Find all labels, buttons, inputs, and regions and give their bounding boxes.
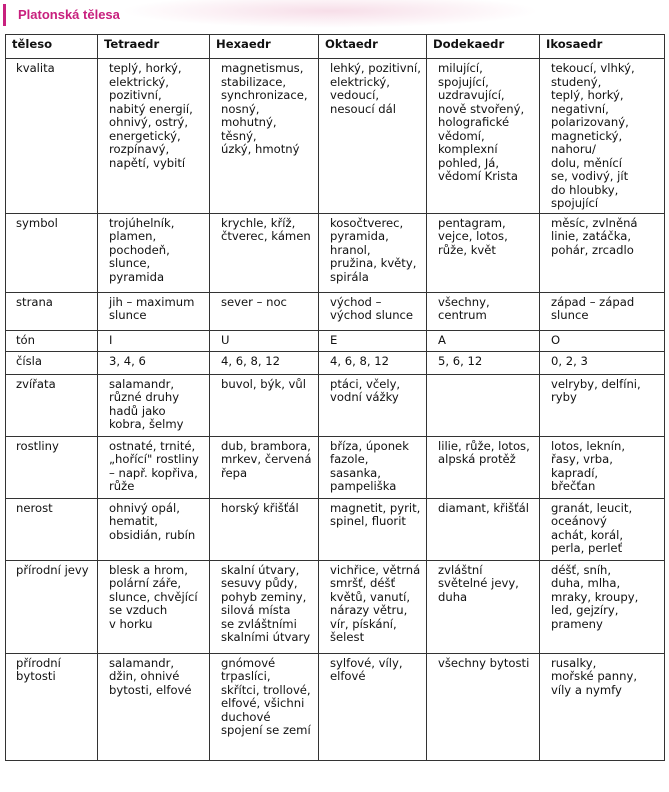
table-cell: ohnivý opál, hematit, obsidián, rubín (98, 498, 210, 560)
table-cell: 0, 2, 3 (540, 351, 665, 374)
row-label: zvířata (6, 374, 98, 436)
row-label: čísla (6, 351, 98, 374)
table-cell: západ – západ slunce (540, 292, 665, 330)
table-cell: všechny bytosti (427, 653, 540, 760)
table-cell: blesk a hrom, polární záře, slunce, chvějící se vzduch v horku (98, 560, 210, 653)
row-label: kvalita (6, 59, 98, 214)
table-cell: zvláštní světelné jevy, duha (427, 560, 540, 653)
table-cell: U (210, 330, 319, 351)
table-row (6, 330, 665, 351)
table-cell: teplý, horký, elektrický, pozitivní, nabitý energií, ohnivý, ostrý, energetický, rozpínavý, napětí, vybití (98, 59, 210, 214)
column-header: Dodekaedr (427, 35, 540, 59)
table-cell: skalní útvary, sesuvy půdy, pohyb zeminy, silová místa se zvláštními skalními útvary (210, 560, 319, 653)
table-cell: salamandr, různé druhy hadů jako kobra, šelmy (98, 374, 210, 436)
table-row (6, 292, 665, 330)
table-row (6, 436, 665, 498)
table-cell: vichřice, větrná smršť, déšť květů, vanutí, nárazy větru, vír, pískání, šelest (319, 560, 427, 653)
table-cell: lotos, leknín, řasy, vrba, kapradí, břečťan (540, 436, 665, 498)
row-label: nerost (6, 498, 98, 560)
table-cell: A (427, 330, 540, 351)
page-title: Platonská tělesa (3, 4, 665, 26)
table-row (6, 653, 665, 760)
table-cell: 3, 4, 6 (98, 351, 210, 374)
column-header: Hexaedr (210, 35, 319, 59)
table-cell: E (319, 330, 427, 351)
table-cell: pentagram, vejce, lotos, růže, květ (427, 213, 540, 292)
table-row (6, 213, 665, 292)
table-cell: magnetismus, stabilizace, synchronizace, nosný, mohutný, těsný, úzký, hmotný (210, 59, 319, 214)
table-cell: magnetit, pyrit, spinel, fluorit (319, 498, 427, 560)
table-cell: jih – maximum slunce (98, 292, 210, 330)
row-label: přírodní jevy (6, 560, 98, 653)
table-cell: tekoucí, vlhký, studený, teplý, horký, negativní, polarizovaný, magnetický, nahoru/ dolu, měnící se, vodivý, jít do hloubky, spojující (540, 59, 665, 214)
table-cell: O (540, 330, 665, 351)
table-cell: déšť, sníh, duha, mlha, mraky, kroupy, led, gejzíry, prameny (540, 560, 665, 653)
table-cell: salamandr, džin, ohnivé bytosti, elfové (98, 653, 210, 760)
table-cell: kosočtverec, pyramida, hranol, pružina, květy, spirála (319, 213, 427, 292)
table-cell: I (98, 330, 210, 351)
table-cell: sylfové, víly, elfové (319, 653, 427, 760)
table-row (6, 374, 665, 436)
table-cell: lilie, růže, lotos, alpská protěž (427, 436, 540, 498)
row-label: přírodní bytosti (6, 653, 98, 760)
table-cell: trojúhelník, plamen, pochodeň, slunce, pyramida (98, 213, 210, 292)
table-cell: sever – noc (210, 292, 319, 330)
table-row (6, 560, 665, 653)
table-cell (427, 374, 540, 436)
table-cell: rusalky, mořské panny, víly a nymfy (540, 653, 665, 760)
row-label: strana (6, 292, 98, 330)
column-header: těleso (6, 35, 98, 59)
table-row (6, 351, 665, 374)
row-label: symbol (6, 213, 98, 292)
table-cell: lehký, pozitivní, elektrický, vedoucí, nesoucí dál (319, 59, 427, 214)
table-cell: měsíc, zvlněná linie, zatáčka, pohár, zrcadlo (540, 213, 665, 292)
table-cell: diamant, křišťál (427, 498, 540, 560)
table-cell: milující, spojující, uzdravující, nově stvořený, holografické vědomí, komplexní pohled, Já, vědomí Krista (427, 59, 540, 214)
table-cell: buvol, býk, vůl (210, 374, 319, 436)
row-label: tón (6, 330, 98, 351)
table-cell: krychle, kříž, čtverec, kámen (210, 213, 319, 292)
table-cell: ptáci, včely, vodní vážky (319, 374, 427, 436)
platonic-solids-table (5, 34, 665, 761)
table-cell: velryby, delfíni, ryby (540, 374, 665, 436)
table-cell: bříza, úponek fazole, sasanka, pampeliška (319, 436, 427, 498)
table-cell: 5, 6, 12 (427, 351, 540, 374)
row-label: rostliny (6, 436, 98, 498)
table-cell: 4, 6, 8, 12 (319, 351, 427, 374)
table-row (6, 498, 665, 560)
table-cell: horský křišťál (210, 498, 319, 560)
table-cell: 4, 6, 8, 12 (210, 351, 319, 374)
table-cell: dub, brambora, mrkev, červená řepa (210, 436, 319, 498)
table-cell: granát, leucit, oceánový achát, korál, perla, perleť (540, 498, 665, 560)
column-header: Ikosaedr (540, 35, 665, 59)
column-header: Oktaedr (319, 35, 427, 59)
table-cell: ostnaté, trnité, „hořící" rostliny – např. kopřiva, růže (98, 436, 210, 498)
table-row (6, 59, 665, 214)
table-cell: všechny, centrum (427, 292, 540, 330)
header-row (6, 35, 665, 59)
table-cell: gnómové trpaslíci, skřítci, trollové, elfové, všichni duchové spojení se zemí (210, 653, 319, 760)
column-header: Tetraedr (98, 35, 210, 59)
table-cell: východ – východ slunce (319, 292, 427, 330)
